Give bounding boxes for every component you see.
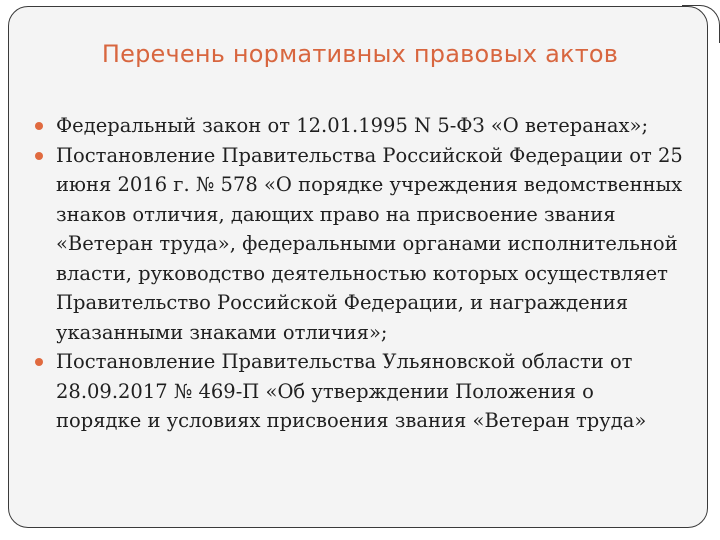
bullet-icon [35,152,43,160]
list-item [35,111,685,141]
list-item-text: Постановление Правительства Российской Федерации от 25 июня 2016 г. № 578 «О порядке учреждения ведомственных знаков отличия, дающих право на присвоение звания «Ветеран труда», федеральными органами исполнительной власти, руководство деятельностью которых осуществляет Правительство Российской Федерации, и награждения указанными знаками отличия»; [56,143,683,344]
list-item-text: Федеральный закон от 12.01.1995 N 5-ФЗ «О ветеранах»; [56,114,649,137]
list-item [35,347,685,436]
list-item-text: Постановление Правительства Ульяновской области от 28.09.2017 № 469-П «Об утверждении Положения о порядке и условиях присвоения звания «Ветеран труда» [56,350,647,432]
corner-decoration [682,5,720,43]
bullet-icon [35,358,43,366]
list-item [35,141,685,348]
bullet-icon [35,122,43,130]
bullet-list [35,111,685,436]
slide-title: Перечень нормативных правовых актов [101,40,619,68]
